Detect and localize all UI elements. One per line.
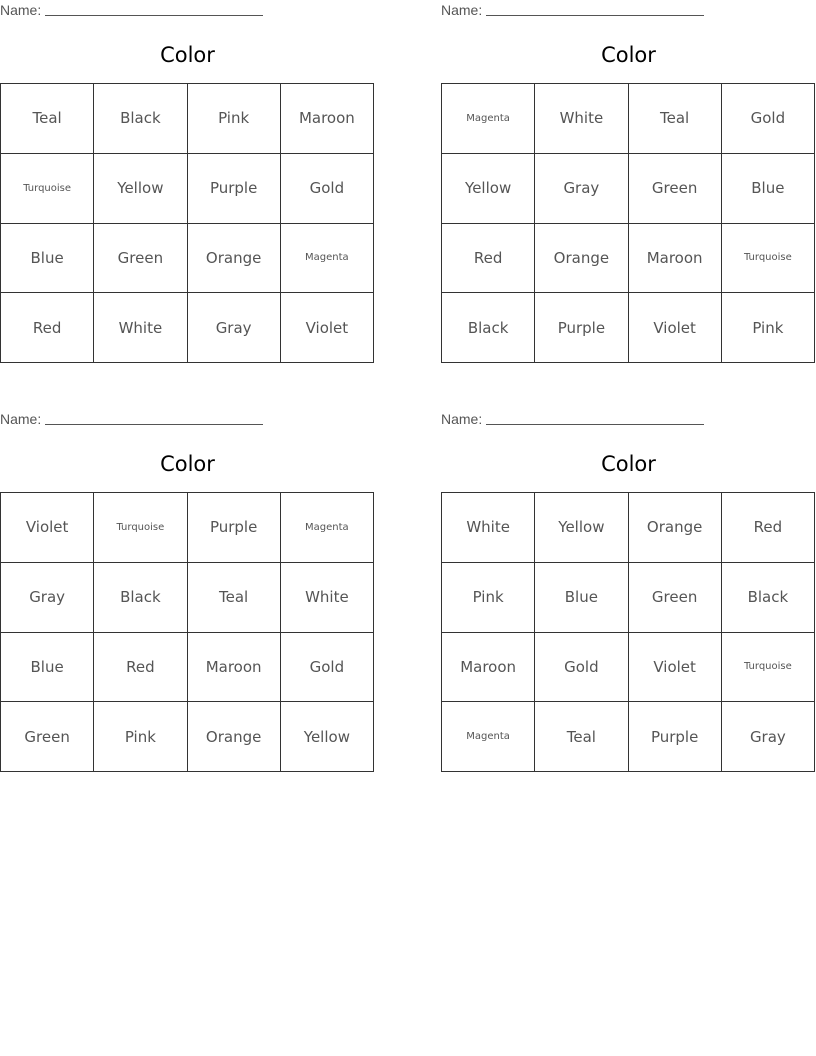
grid-cell: Orange — [629, 493, 722, 563]
grid-cell: Pink — [722, 293, 815, 363]
bingo-card — [441, 0, 816, 370]
grid-cell: White — [281, 563, 374, 633]
bingo-grid — [0, 492, 374, 772]
grid-cell: Green — [1, 702, 94, 772]
grid-cell: Green — [629, 563, 722, 633]
grid-cell: Gold — [281, 633, 374, 703]
grid-cell: Yellow — [94, 154, 187, 224]
grid-cell: Maroon — [442, 633, 535, 703]
grid-cell: Black — [94, 84, 187, 154]
grid-cell: Teal — [188, 563, 281, 633]
grid-cell: Red — [442, 224, 535, 294]
grid-cell: Green — [629, 154, 722, 224]
grid-cell: Violet — [629, 633, 722, 703]
bingo-card — [0, 409, 375, 779]
grid-cell: Red — [1, 293, 94, 363]
card-title: Color — [160, 452, 215, 476]
grid-cell: Yellow — [535, 493, 628, 563]
grid-cell: Turquoise — [1, 154, 94, 224]
name-label: Name: — [441, 2, 483, 18]
grid-cell: Blue — [722, 154, 815, 224]
grid-cell: Gray — [188, 293, 281, 363]
name-field — [0, 2, 270, 18]
grid-cell: Orange — [188, 702, 281, 772]
grid-cell: Magenta — [281, 224, 374, 294]
grid-cell: Yellow — [281, 702, 374, 772]
grid-cell: Black — [722, 563, 815, 633]
grid-cell: Turquoise — [722, 224, 815, 294]
grid-cell: Red — [722, 493, 815, 563]
grid-cell: Yellow — [442, 154, 535, 224]
name-blank-line — [486, 411, 704, 425]
name-label: Name: — [0, 411, 42, 427]
grid-cell: Magenta — [442, 84, 535, 154]
grid-cell: Gold — [535, 633, 628, 703]
card-title: Color — [160, 43, 215, 67]
name-label: Name: — [0, 2, 42, 18]
grid-cell: Maroon — [281, 84, 374, 154]
grid-cell: Pink — [442, 563, 535, 633]
grid-cell: Violet — [629, 293, 722, 363]
grid-cell: Blue — [535, 563, 628, 633]
grid-cell: Purple — [188, 493, 281, 563]
card-title: Color — [601, 452, 656, 476]
grid-cell: Teal — [535, 702, 628, 772]
name-blank-line — [486, 2, 704, 16]
name-label: Name: — [441, 411, 483, 427]
bingo-card — [0, 0, 375, 370]
grid-cell: Green — [94, 224, 187, 294]
grid-cell: Purple — [535, 293, 628, 363]
grid-cell: Purple — [188, 154, 281, 224]
grid-cell: Maroon — [629, 224, 722, 294]
name-field — [441, 2, 711, 18]
grid-cell: Teal — [1, 84, 94, 154]
grid-cell: Violet — [281, 293, 374, 363]
grid-cell: Gray — [1, 563, 94, 633]
bingo-grid — [441, 83, 815, 363]
name-blank-line — [45, 411, 263, 425]
grid-cell: Magenta — [442, 702, 535, 772]
name-field — [0, 411, 270, 427]
grid-cell: Turquoise — [722, 633, 815, 703]
name-blank-line — [45, 2, 263, 16]
grid-cell: Red — [94, 633, 187, 703]
grid-cell: Maroon — [188, 633, 281, 703]
grid-cell: Gray — [722, 702, 815, 772]
grid-cell: Orange — [535, 224, 628, 294]
grid-cell: Black — [442, 293, 535, 363]
bingo-grid — [441, 492, 815, 772]
grid-cell: Gold — [281, 154, 374, 224]
grid-cell: Purple — [629, 702, 722, 772]
grid-cell: Turquoise — [94, 493, 187, 563]
grid-cell: Black — [94, 563, 187, 633]
grid-cell: Teal — [629, 84, 722, 154]
grid-cell: White — [94, 293, 187, 363]
grid-cell: Gray — [535, 154, 628, 224]
grid-cell: Violet — [1, 493, 94, 563]
bingo-card — [441, 409, 816, 779]
grid-cell: Pink — [94, 702, 187, 772]
name-field — [441, 411, 711, 427]
card-title: Color — [601, 43, 656, 67]
grid-cell: Blue — [1, 224, 94, 294]
grid-cell: Magenta — [281, 493, 374, 563]
grid-cell: Pink — [188, 84, 281, 154]
grid-cell: White — [442, 493, 535, 563]
grid-cell: Gold — [722, 84, 815, 154]
grid-cell: Orange — [188, 224, 281, 294]
bingo-grid — [0, 83, 374, 363]
grid-cell: Blue — [1, 633, 94, 703]
grid-cell: White — [535, 84, 628, 154]
